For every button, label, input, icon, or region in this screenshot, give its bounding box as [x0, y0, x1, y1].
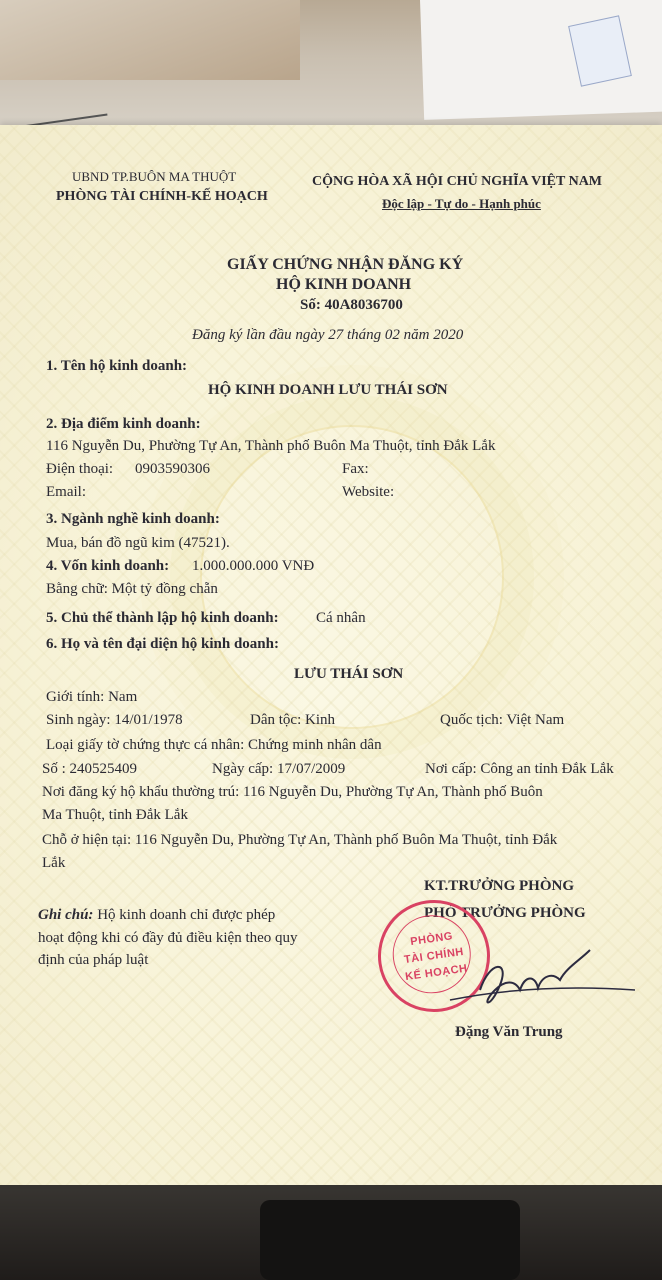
capital-value: 1.000.000.000 VNĐ [192, 558, 315, 574]
note-line2: hoạt động khi có đầy đủ điều kiện theo quy [38, 930, 298, 946]
section3-label: 3. Ngành nghề kinh doanh: [46, 511, 220, 527]
issue-date: Ngày cấp: 17/07/2009 [212, 761, 346, 777]
signer-name: Đặng Văn Trung [455, 1024, 563, 1040]
handwritten-signature-icon [440, 930, 640, 1020]
id-type: Loại giấy tờ chứng thực cá nhân: Chứng minh nhân dân [46, 737, 382, 753]
current-address-line1: Chỗ ở hiện tại: 116 Nguyễn Du, Phường Tự An, Thành phố Buôn Ma Thuột, tỉnh Đắk [42, 832, 558, 848]
capital-words: Bằng chữ: Một tỷ đồng chẵn [46, 581, 218, 597]
ethnicity: Dân tộc: Kinh [250, 712, 335, 728]
nationality: Quốc tịch: Việt Nam [440, 712, 565, 728]
section6-label: 6. Họ và tên đại diện hộ kinh doanh: [46, 636, 279, 652]
email-label: Email: [46, 484, 86, 500]
date-of-birth: Sinh ngày: 14/01/1978 [46, 712, 183, 728]
registration-date: Đăng ký lần đầu ngày 27 tháng 02 năm 2020 [192, 327, 464, 343]
note-line1 [38, 906, 275, 924]
header-country: CỘNG HÒA XÃ HỘI CHỦ NGHĨA VIỆT NAM [312, 174, 603, 189]
section1-label: 1. Tên hộ kinh doanh: [46, 358, 188, 374]
representative-name: LƯU THÁI SƠN [294, 666, 404, 682]
certificate-number: Số: 40A8036700 [300, 297, 403, 313]
note-line3: định của pháp luật [38, 952, 149, 968]
phone-value: 0903590306 [135, 461, 210, 477]
document-title: GIẤY CHỨNG NHẬN ĐĂNG KÝ [227, 256, 464, 273]
section4-label: 4. Vốn kinh doanh: [46, 558, 170, 574]
seal-text-2: TÀI CHÍNH [403, 945, 465, 967]
permanent-address-line1: Nơi đăng ký hộ khẩu thường trú: 116 Nguyễn Du, Phường Tự An, Thành phố Buôn [42, 784, 543, 800]
permanent-address-line2: Ma Thuột, tỉnh Đắk Lắk [42, 807, 188, 823]
document-subtitle: HỘ KINH DOANH [276, 276, 412, 293]
business-line: Mua, bán đồ ngũ kim (47521). [46, 535, 230, 551]
section5-label: 5. Chủ thể thành lập hộ kinh doanh: [46, 610, 279, 626]
seal-text-1: PHÒNG [409, 930, 454, 949]
phone-label: Điện thoại: [46, 461, 114, 477]
note-label: Ghi chú: [38, 907, 94, 923]
header-department: PHÒNG TÀI CHÍNH-KẾ HOẠCH [56, 189, 268, 204]
paper-scrap [0, 0, 300, 80]
gender: Giới tính: Nam [46, 689, 138, 705]
header-agency: UBND TP.BUÔN MA THUỘT [72, 169, 237, 184]
section2-label: 2. Địa điểm kinh doanh: [46, 416, 201, 432]
fax-label: Fax: [342, 461, 369, 477]
certificate-document [0, 125, 662, 1185]
header-motto: Độc lập - Tự do - Hạnh phúc [382, 196, 541, 211]
signer-title2: PHÓ TRƯỞNG PHÒNG [424, 905, 586, 921]
current-address-line2: Lắk [42, 855, 66, 871]
business-name: HỘ KINH DOANH LƯU THÁI SƠN [208, 382, 448, 398]
seal-text-3: KẾ HOẠCH [404, 962, 469, 984]
founder-type: Cá nhân [316, 610, 366, 626]
signer-title1: KT.TRƯỞNG PHÒNG [424, 878, 574, 894]
id-number: Số : 240525409 [42, 761, 138, 777]
note-text: Hộ kinh doanh chỉ được phép [93, 907, 276, 923]
business-address: 116 Nguyễn Du, Phường Tự An, Thành phố Buôn Ma Thuột, tỉnh Đắk Lắk [46, 438, 496, 454]
device-object [260, 1200, 520, 1280]
website-label: Website: [342, 484, 395, 500]
issue-place: Nơi cấp: Công an tỉnh Đắk Lắk [425, 761, 614, 777]
